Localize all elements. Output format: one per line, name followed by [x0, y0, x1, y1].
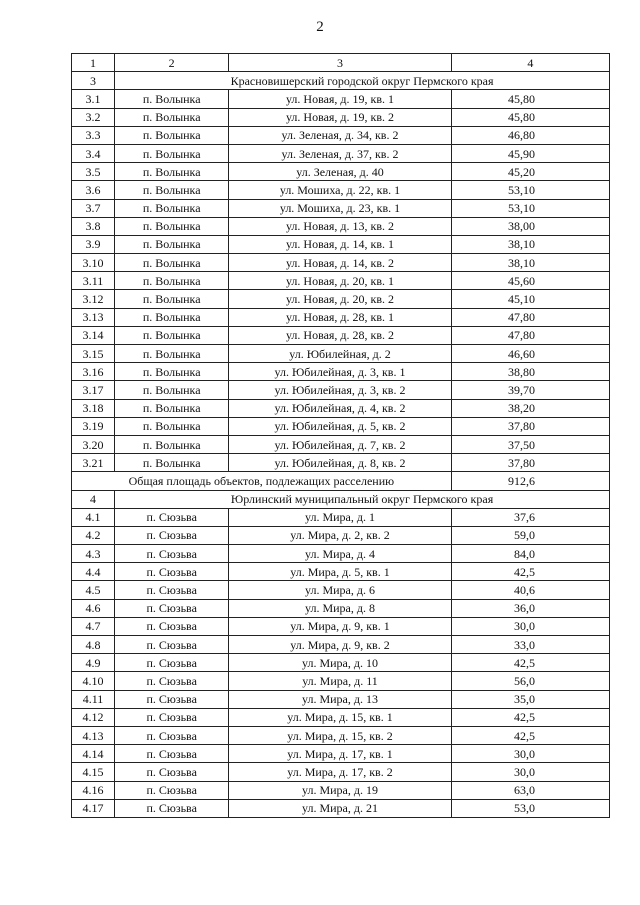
address: ул. Новая, д. 20, кв. 1: [229, 272, 451, 290]
area: 56,0: [451, 672, 609, 690]
table-row: [72, 526, 610, 544]
row-number: 4.15: [72, 763, 115, 781]
area: 53,0: [451, 799, 609, 817]
area: 45,80: [451, 108, 609, 126]
settlement: п. Волынка: [115, 290, 229, 308]
row-number: 4.16: [72, 781, 115, 799]
area: 45,10: [451, 290, 609, 308]
row-number: 4.5: [72, 581, 115, 599]
address: ул. Мира, д. 17, кв. 2: [229, 763, 451, 781]
table-row: [72, 163, 610, 181]
address: ул. Мира, д. 9, кв. 1: [229, 617, 451, 635]
section-number: 4: [72, 490, 115, 508]
table-row: [72, 254, 610, 272]
settlement: п. Волынка: [115, 326, 229, 344]
table-row: [72, 272, 610, 290]
area: 38,10: [451, 254, 609, 272]
table-row: [72, 763, 610, 781]
settlement: п. Волынка: [115, 217, 229, 235]
table-row: [72, 217, 610, 235]
settlement: п. Волынка: [115, 235, 229, 253]
area: 45,80: [451, 90, 609, 108]
table-row: [72, 417, 610, 435]
section-number: 3: [72, 72, 115, 90]
area: 40,6: [451, 581, 609, 599]
row-number: 4.10: [72, 672, 115, 690]
row-number: 3.3: [72, 126, 115, 144]
address: ул. Мира, д. 21: [229, 799, 451, 817]
address: ул. Мошиха, д. 22, кв. 1: [229, 181, 451, 199]
settlement: п. Сюзьва: [115, 617, 229, 635]
row-number: 3.11: [72, 272, 115, 290]
row-number: 3.6: [72, 181, 115, 199]
settlement: п. Волынка: [115, 272, 229, 290]
table-row: [72, 672, 610, 690]
settlement: п. Волынка: [115, 90, 229, 108]
row-number: 4.6: [72, 599, 115, 617]
settlement: п. Сюзьва: [115, 726, 229, 744]
table-row: [72, 181, 610, 199]
settlement: п. Сюзьва: [115, 745, 229, 763]
table-row: [72, 381, 610, 399]
column-number: 1: [72, 54, 115, 72]
address: ул. Мошиха, д. 23, кв. 1: [229, 199, 451, 217]
row-number: 4.9: [72, 654, 115, 672]
page-number: 2: [316, 19, 324, 35]
address: ул. Мира, д. 9, кв. 2: [229, 636, 451, 654]
address: ул. Юбилейная, д. 7, кв. 2: [229, 435, 451, 453]
table-row: [72, 654, 610, 672]
row-number: 3.17: [72, 381, 115, 399]
address: ул. Мира, д. 8: [229, 599, 451, 617]
area: 37,6: [451, 508, 609, 526]
settlement: п. Сюзьва: [115, 654, 229, 672]
row-number: 3.8: [72, 217, 115, 235]
address: ул. Мира, д. 6: [229, 581, 451, 599]
area: 38,20: [451, 399, 609, 417]
settlement: п. Сюзьва: [115, 763, 229, 781]
table-row: [72, 326, 610, 344]
row-number: 3.5: [72, 163, 115, 181]
address: ул. Мира, д. 15, кв. 1: [229, 708, 451, 726]
column-number-row: [72, 54, 610, 72]
area: 47,80: [451, 326, 609, 344]
row-number: 4.1: [72, 508, 115, 526]
row-number: 3.16: [72, 363, 115, 381]
total-row: [72, 472, 610, 490]
table-row: [72, 545, 610, 563]
table-row: [72, 708, 610, 726]
section-header-row: [72, 72, 610, 90]
settlement: п. Волынка: [115, 108, 229, 126]
row-number: 3.2: [72, 108, 115, 126]
address: ул. Мира, д. 15, кв. 2: [229, 726, 451, 744]
area: 42,5: [451, 563, 609, 581]
area: 53,10: [451, 199, 609, 217]
settlement: п. Сюзьва: [115, 508, 229, 526]
table-row: [72, 508, 610, 526]
row-number: 3.4: [72, 144, 115, 162]
address: ул. Новая, д. 13, кв. 2: [229, 217, 451, 235]
column-number: 3: [229, 54, 451, 72]
area: 33,0: [451, 636, 609, 654]
row-number: 3.19: [72, 417, 115, 435]
settlement: п. Волынка: [115, 308, 229, 326]
address: ул. Мира, д. 19: [229, 781, 451, 799]
settlement: п. Волынка: [115, 381, 229, 399]
area: 42,5: [451, 708, 609, 726]
settlement: п. Сюзьва: [115, 708, 229, 726]
address: ул. Новая, д. 20, кв. 2: [229, 290, 451, 308]
address: ул. Юбилейная, д. 5, кв. 2: [229, 417, 451, 435]
column-number: 4: [451, 54, 609, 72]
address: ул. Мира, д. 4: [229, 545, 451, 563]
table-row: [72, 199, 610, 217]
settlement: п. Волынка: [115, 254, 229, 272]
address: ул. Мира, д. 2, кв. 2: [229, 526, 451, 544]
settlement: п. Волынка: [115, 435, 229, 453]
address: ул. Мира, д. 17, кв. 1: [229, 745, 451, 763]
address: ул. Мира, д. 11: [229, 672, 451, 690]
row-number: 4.3: [72, 545, 115, 563]
area: 38,10: [451, 235, 609, 253]
area: 30,0: [451, 617, 609, 635]
table-row: [72, 636, 610, 654]
row-number: 4.14: [72, 745, 115, 763]
area: 30,0: [451, 763, 609, 781]
table-row: [72, 290, 610, 308]
address: ул. Мира, д. 10: [229, 654, 451, 672]
row-number: 3.21: [72, 454, 115, 472]
table-row: [72, 235, 610, 253]
area: 37,80: [451, 417, 609, 435]
address: ул. Новая, д. 14, кв. 2: [229, 254, 451, 272]
settlement: п. Волынка: [115, 144, 229, 162]
address: ул. Мира, д. 5, кв. 1: [229, 563, 451, 581]
settlement: п. Сюзьва: [115, 636, 229, 654]
settlement: п. Сюзьва: [115, 526, 229, 544]
section-header-row: [72, 490, 610, 508]
housing-table: [71, 53, 610, 818]
table-row: [72, 90, 610, 108]
total-value: 912,6: [451, 472, 609, 490]
row-number: 4.7: [72, 617, 115, 635]
address: ул. Новая, д. 28, кв. 2: [229, 326, 451, 344]
address: ул. Мира, д. 1: [229, 508, 451, 526]
row-number: 3.12: [72, 290, 115, 308]
row-number: 3.9: [72, 235, 115, 253]
table-row: [72, 144, 610, 162]
table-row: [72, 399, 610, 417]
settlement: п. Сюзьва: [115, 690, 229, 708]
area: 42,5: [451, 654, 609, 672]
area: 53,10: [451, 181, 609, 199]
row-number: 4.8: [72, 636, 115, 654]
address: ул. Юбилейная, д. 2: [229, 345, 451, 363]
table-row: [72, 108, 610, 126]
table-body: [72, 54, 610, 818]
table-row: [72, 454, 610, 472]
settlement: п. Волынка: [115, 363, 229, 381]
address: ул. Новая, д. 19, кв. 1: [229, 90, 451, 108]
settlement: п. Сюзьва: [115, 563, 229, 581]
area: 37,80: [451, 454, 609, 472]
address: ул. Юбилейная, д. 3, кв. 2: [229, 381, 451, 399]
area: 45,90: [451, 144, 609, 162]
area: 45,60: [451, 272, 609, 290]
settlement: п. Сюзьва: [115, 581, 229, 599]
address: ул. Новая, д. 19, кв. 2: [229, 108, 451, 126]
settlement: п. Волынка: [115, 181, 229, 199]
settlement: п. Волынка: [115, 126, 229, 144]
table-row: [72, 308, 610, 326]
settlement: п. Сюзьва: [115, 799, 229, 817]
address: ул. Зеленая, д. 40: [229, 163, 451, 181]
section-title: Красновишерский городской округ Пермского края: [115, 72, 610, 90]
table-row: [72, 126, 610, 144]
address: ул. Новая, д. 14, кв. 1: [229, 235, 451, 253]
area: 59,0: [451, 526, 609, 544]
area: 84,0: [451, 545, 609, 563]
row-number: 3.13: [72, 308, 115, 326]
row-number: 3.18: [72, 399, 115, 417]
table-row: [72, 726, 610, 744]
row-number: 3.14: [72, 326, 115, 344]
area: 35,0: [451, 690, 609, 708]
section-title: Юрлинский муниципальный округ Пермского края: [115, 490, 610, 508]
area: 46,80: [451, 126, 609, 144]
settlement: п. Волынка: [115, 417, 229, 435]
area: 36,0: [451, 599, 609, 617]
row-number: 4.17: [72, 799, 115, 817]
settlement: п. Волынка: [115, 199, 229, 217]
table-row: [72, 581, 610, 599]
row-number: 4.2: [72, 526, 115, 544]
row-number: 3.10: [72, 254, 115, 272]
address: ул. Юбилейная, д. 3, кв. 1: [229, 363, 451, 381]
table-row: [72, 435, 610, 453]
settlement: п. Волынка: [115, 454, 229, 472]
settlement: п. Волынка: [115, 345, 229, 363]
address: ул. Юбилейная, д. 4, кв. 2: [229, 399, 451, 417]
column-number: 2: [115, 54, 229, 72]
area: 63,0: [451, 781, 609, 799]
address: ул. Мира, д. 13: [229, 690, 451, 708]
address: ул. Зеленая, д. 37, кв. 2: [229, 144, 451, 162]
row-number: 4.11: [72, 690, 115, 708]
row-number: 3.15: [72, 345, 115, 363]
row-number: 4.4: [72, 563, 115, 581]
area: 38,80: [451, 363, 609, 381]
table-row: [72, 563, 610, 581]
settlement: п. Волынка: [115, 163, 229, 181]
area: 37,50: [451, 435, 609, 453]
settlement: п. Сюзьва: [115, 672, 229, 690]
row-number: 4.13: [72, 726, 115, 744]
area: 47,80: [451, 308, 609, 326]
area: 46,60: [451, 345, 609, 363]
table-row: [72, 799, 610, 817]
row-number: 4.12: [72, 708, 115, 726]
area: 39,70: [451, 381, 609, 399]
area: 42,5: [451, 726, 609, 744]
row-number: 3.20: [72, 435, 115, 453]
table-row: [72, 617, 610, 635]
table-row: [72, 745, 610, 763]
settlement: п. Сюзьва: [115, 599, 229, 617]
settlement: п. Сюзьва: [115, 545, 229, 563]
table-row: [72, 690, 610, 708]
table-row: [72, 345, 610, 363]
area: 30,0: [451, 745, 609, 763]
address: ул. Юбилейная, д. 8, кв. 2: [229, 454, 451, 472]
table-row: [72, 781, 610, 799]
area: 38,00: [451, 217, 609, 235]
area: 45,20: [451, 163, 609, 181]
table-row: [72, 599, 610, 617]
settlement: п. Волынка: [115, 399, 229, 417]
address: ул. Новая, д. 28, кв. 1: [229, 308, 451, 326]
address: ул. Зеленая, д. 34, кв. 2: [229, 126, 451, 144]
total-label: Общая площадь объектов, подлежащих расселению: [72, 472, 452, 490]
row-number: 3.1: [72, 90, 115, 108]
row-number: 3.7: [72, 199, 115, 217]
table-row: [72, 363, 610, 381]
settlement: п. Сюзьва: [115, 781, 229, 799]
